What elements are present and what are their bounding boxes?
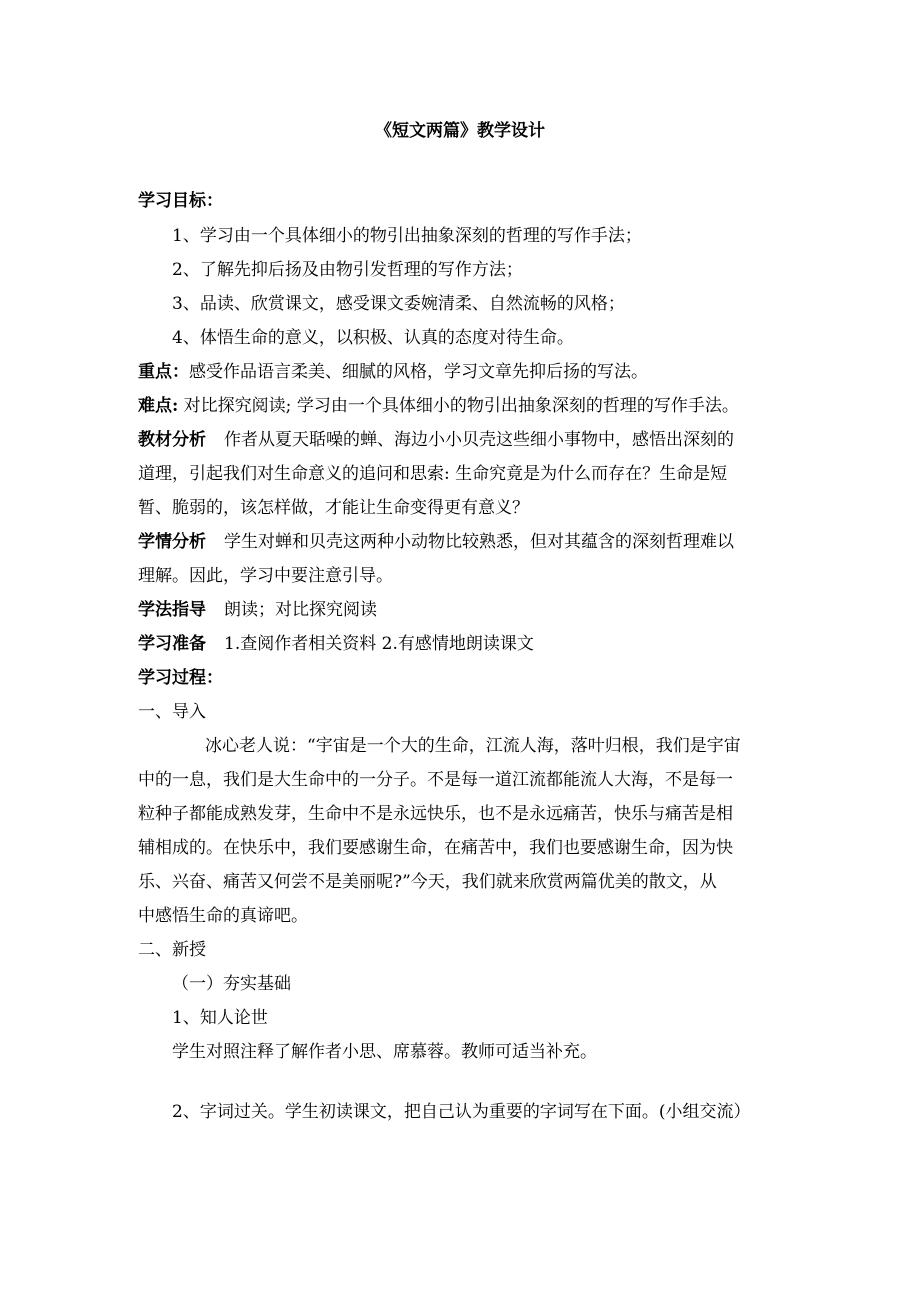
student-analysis-label: 学情分析	[138, 532, 206, 552]
method-label: 学法指导	[138, 600, 206, 620]
intro-line-1: 冰心老人说：“宇宙是一个大的生命，江流人海，落叶归根，我们是宇宙	[205, 736, 741, 756]
method	[138, 599, 377, 621]
material-analysis-line-2: 道理，引起我们对生命意义的追问和思索: 生命究竟是为什么而存在？生命是短	[138, 464, 728, 484]
difficulties	[138, 395, 739, 417]
objective-item-4: 4、体悟生命的意义，以积极、认真的态度对待生命。	[172, 328, 574, 348]
intro-heading: 一、导入	[138, 702, 206, 722]
difficulties-label: 难点:	[138, 396, 179, 416]
student-analysis-text: 学生对蝉和贝壳这两种小动物比较熟悉，但对其蕴含的深刻哲理难以	[224, 532, 734, 552]
foundation-subheading: （一）夯实基础	[172, 974, 291, 994]
preparation-label: 学习准备	[138, 634, 206, 654]
material-analysis-line-3: 暂、脆弱的，该怎样做，才能让生命变得更有意义？	[138, 498, 529, 518]
process-heading: 学习过程：	[138, 668, 223, 688]
method-text: 朗读；对比探究阅读	[224, 600, 377, 620]
key-points-text: 感受作品语言柔美、细腻的风格，学习文章先抑后扬的写法。	[189, 362, 648, 382]
objective-item-2: 2、了解先抑后扬及由物引发哲理的写作方法；	[172, 260, 523, 280]
intro-line-4: 辅相成的。在快乐中，我们要感谢生命，在痛苦中，我们也要感谢生命，因为快	[138, 838, 733, 858]
objective-item-1: 1、学习由一个具体细小的物引出抽象深刻的哲理的写作手法；	[172, 226, 642, 246]
material-analysis-text: 作者从夏天聒噪的蝉、海边小小贝壳这些细小事物中，感悟出深刻的	[224, 430, 734, 450]
student-analysis-line-1	[138, 531, 734, 553]
intro-line-2: 中的一息，我们是大生命中的一分子。不是每一道江流都能流人大海，不是每一	[138, 770, 733, 790]
preparation-text: 1.查阅作者相关资料 2.有感情地朗读课文	[224, 634, 534, 654]
intro-line-3: 粒种子都能成熟发芽，生命中不是永远快乐，也不是永远痛苦，快乐与痛苦是相	[138, 804, 733, 824]
document-title: 《短文两篇》教学设计	[375, 121, 545, 141]
key-points	[138, 361, 648, 383]
objective-item-3: 3、品读、欣赏课文，感受课文委婉清柔、自然流畅的风格；	[172, 294, 625, 314]
material-analysis-line-1	[138, 429, 734, 451]
difficulties-text: 对比探究阅读; 学习由一个具体细小的物引出抽象深刻的哲理的写作手法。	[178, 396, 739, 416]
item1-text: 学生对照注释了解作者小思、席慕蓉。教师可适当补充。	[172, 1042, 597, 1062]
new-lesson-heading: 二、新授	[138, 940, 206, 960]
preparation	[138, 633, 534, 655]
intro-line-5: 乐、兴奋、痛苦又何尝不是美丽呢?”今天，我们就来欣赏两篇优美的散文，从	[138, 872, 717, 892]
material-analysis-label: 教材分析	[138, 430, 206, 450]
intro-line-6: 中感悟生命的真谛吧。	[138, 906, 308, 926]
objectives-heading: 学习目标：	[138, 191, 223, 211]
student-analysis-line-2: 理解。因此，学习中要注意引导。	[138, 566, 393, 586]
key-points-label: 重点：	[138, 362, 189, 382]
item2-text: 2、字词过关。学生初读课文，把自己认为重要的字词写在下面。(小组交流）	[172, 1102, 751, 1122]
item1-heading: 1、知人论世	[172, 1008, 268, 1028]
